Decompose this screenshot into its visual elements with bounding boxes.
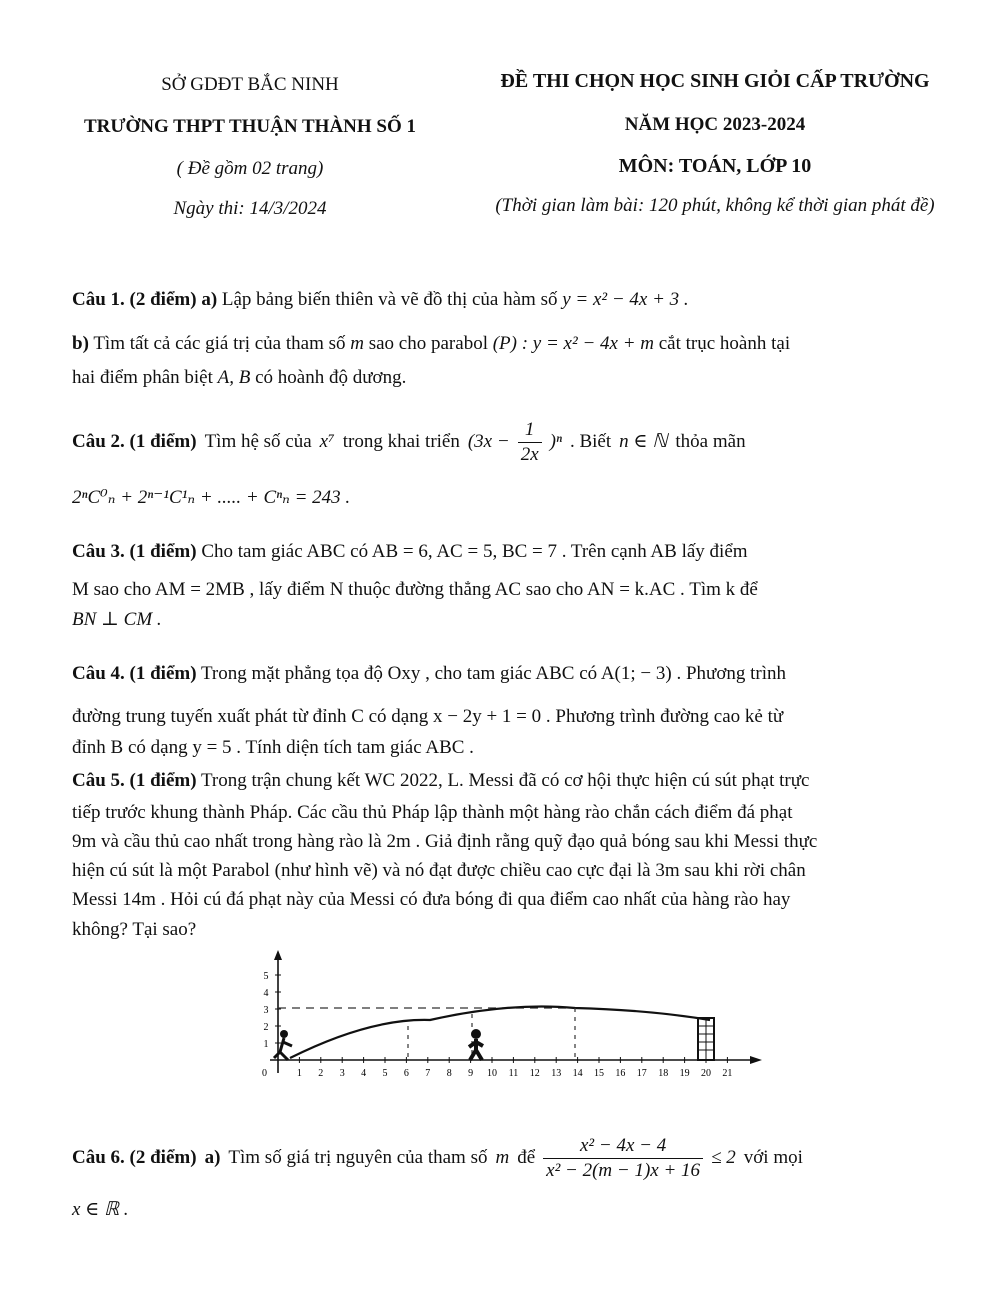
x-tick-label: 7 (425, 1068, 431, 1079)
y-tick-label: 1 (263, 1039, 269, 1050)
question-1b-line2-text: hai điểm phân biệt (72, 367, 213, 388)
param-m: m (350, 333, 364, 354)
inequality-sign: ≤ 2 (711, 1147, 736, 1168)
wall-player-figure (469, 1029, 483, 1060)
param-m-6: m (495, 1147, 510, 1168)
question-5-label: Câu 5. (1 điểm) (72, 770, 197, 791)
question-1b-line2-end: có hoành độ dương. (255, 367, 407, 388)
x-tick-label: 16 (615, 1068, 626, 1079)
part-a-label: a) (201, 289, 218, 310)
question-5-line2: tiếp trước khung thành Pháp. Các cầu thủ Pháp lập thành một hàng rào chắn cách điểm đá phạt (72, 802, 793, 823)
y-tick-label: 4 (263, 988, 269, 999)
question-1-part-a (72, 286, 930, 314)
question-6-text: Tìm số giá trị nguyên của tham số (228, 1147, 488, 1168)
exam-date: Ngày thi: 14/3/2024 (173, 198, 327, 219)
question-4-label: Câu 4. (1 điểm) (72, 663, 197, 684)
question-5-text: Trong trận chung kết WC 2022, L. Messi đã có cơ hội thực hiện cú sút phạt trực (200, 770, 810, 791)
x-tick-label: 15 (594, 1068, 604, 1079)
page-count-note: ( Đề gồm 02 trang) (176, 158, 324, 179)
x7-term: x⁷ (319, 431, 335, 452)
question-3-text: Cho tam giác ABC có AB = 6, AC = 5, BC = 7 . Trên cạnh AB lấy điểm (201, 541, 748, 562)
question-4-line3: đỉnh B có dạng y = 5 . Tính diện tích tam giác ABC . (72, 737, 474, 758)
inequality-denominator: x² − 2(m − 1)x + 16 (546, 1159, 701, 1181)
question-1a-text: Lập bảng biến thiên và vẽ đồ thị của hàm số (221, 289, 558, 310)
question-2-text-2: trong khai triển (342, 431, 460, 452)
x-tick-label: 8 (446, 1068, 452, 1079)
time-limit: (Thời gian làm bài: 120 phút, không kể thời gian phát đề) (495, 195, 935, 216)
question-4-line2: đường trung tuyến xuất phát từ đỉnh C có dạng x − 2y + 1 = 0 . Phương trình đường cao kẻ từ (72, 706, 784, 727)
x-tick-label: 20 (701, 1068, 711, 1079)
question-2 (72, 420, 930, 464)
x-tick-label: 14 (572, 1068, 583, 1079)
question-5-line1 (72, 767, 930, 795)
n-in-naturals: n ∈ ℕ (619, 431, 668, 452)
x-tick-label: 18 (658, 1068, 669, 1079)
goal-net (698, 1018, 714, 1060)
question-1-part-b-line2 (72, 364, 930, 392)
question-5-line4: hiện cú sút là một Parabol (như hình vẽ) và nó đạt được chiều cao cực đại là 3m sau khi rời chân (72, 860, 806, 881)
question-1-part-b (72, 330, 930, 358)
fraction-numerator: 1 (518, 418, 542, 443)
x-tick-label: 10 (487, 1068, 497, 1079)
ball-trajectory (290, 1007, 710, 1059)
question-1b-text-3: cắt trục hoành tại (658, 333, 791, 354)
x-tick-label: 5 (382, 1068, 388, 1079)
school-year: NĂM HỌC 2023-2024 (624, 114, 806, 135)
binomial-sum-condition: 2ⁿC⁰ₙ + 2ⁿ⁻¹C¹ₙ + ..... + Cⁿₙ = 243 . (72, 487, 351, 508)
question-5-line6: không? Tại sao? (72, 919, 197, 940)
x-tick-label: 21 (722, 1068, 733, 1079)
x-tick-label: 13 (551, 1068, 562, 1079)
subject: MÔN: TOÁN, LỚP 10 (618, 155, 812, 177)
question-3-label: Câu 3. (1 điểm) (72, 541, 197, 562)
binomial-right: )ⁿ (549, 431, 562, 452)
question-1-label: Câu 1. (2 điểm) (72, 289, 197, 310)
question-1a-function: y = x² − 4x + 3 . (562, 289, 689, 310)
question-4-line1 (72, 660, 930, 688)
x-tick-label: 6 (403, 1068, 409, 1079)
x-tick-label: 19 (679, 1068, 690, 1079)
x-tick-label: 11 (508, 1068, 519, 1079)
question-6-part-a: a) (204, 1147, 221, 1168)
department-name: SỞ GDĐT BẮC NINH (161, 74, 339, 95)
origin-label: 0 (262, 1068, 267, 1079)
x-axis-arrow (750, 1056, 762, 1064)
question-4-text: Trong mặt phẳng tọa độ Oxy , cho tam giác ABC có A(1; − 3) . Phương trình (200, 663, 786, 684)
y-tick-label: 2 (263, 1022, 269, 1033)
kicker-figure (274, 1030, 292, 1060)
question-2-text-3: . Biết (569, 431, 612, 452)
question-1b-text: Tìm tất cả các giá trị của tham số (93, 333, 346, 354)
parabol-equation: (P) : y = x² − 4x + m (492, 333, 654, 354)
points-ab: A, B (217, 367, 251, 388)
part-b-label: b) (72, 333, 89, 354)
question-3-line3: BN ⊥ CM . (72, 609, 162, 630)
binomial-left: (3x − (467, 431, 510, 452)
question-6-line2: x ∈ ℝ . (72, 1199, 129, 1220)
x-tick-label: 4 (361, 1068, 367, 1079)
question-6-text-3: với mọi (743, 1147, 803, 1168)
question-2-text: Tìm hệ số của (204, 431, 312, 452)
question-6-label: Câu 6. (2 điểm) (72, 1147, 197, 1168)
question-1b-text-2: sao cho parabol (368, 333, 488, 354)
x-tick-label: 12 (529, 1068, 540, 1079)
question-5-line3: 9m và cầu thủ cao nhất trong hàng rào là 2m . Giả định rằng quỹ đạo quả bóng sau khi Messi thực (72, 831, 818, 852)
x-tick-label: 1 (296, 1068, 302, 1079)
inequality-numerator: x² − 4x − 4 (543, 1134, 703, 1159)
question-6-text-2: để (517, 1147, 536, 1168)
question-5-line5: Messi 14m . Hỏi cú đá phạt này của Messi có đưa bóng đi qua điểm cao nhất của hàng rào hay (72, 889, 791, 910)
question-6 (72, 1126, 930, 1190)
y-tick-label: 5 (263, 971, 269, 982)
exam-title: ĐỀ THI CHỌN HỌC SINH GIỎI CẤP TRƯỜNG (500, 70, 930, 92)
binomial-fraction (518, 418, 542, 467)
inequality-fraction (543, 1134, 703, 1183)
question-3-line2: M sao cho AM = 2MB , lấy điểm N thuộc đường thẳng AC sao cho AN = k.AC . Tìm k để (72, 579, 758, 600)
school-name: TRƯỜNG THPT THUẬN THÀNH SỐ 1 (83, 116, 417, 137)
y-tick-label: 3 (263, 1005, 269, 1016)
x-tick-label: 17 (636, 1068, 647, 1079)
question-2-text-4: thỏa mãn (675, 431, 746, 452)
free-kick-figure (250, 948, 770, 1093)
fraction-denominator: 2x (520, 443, 539, 465)
question-2-label: Câu 2. (1 điểm) (72, 431, 197, 452)
x-tick-label: 3 (339, 1068, 345, 1079)
question-3-line1 (72, 538, 930, 566)
x-tick-label: 2 (318, 1068, 324, 1079)
y-axis-arrow (274, 950, 282, 960)
x-tick-label: 9 (468, 1068, 474, 1079)
